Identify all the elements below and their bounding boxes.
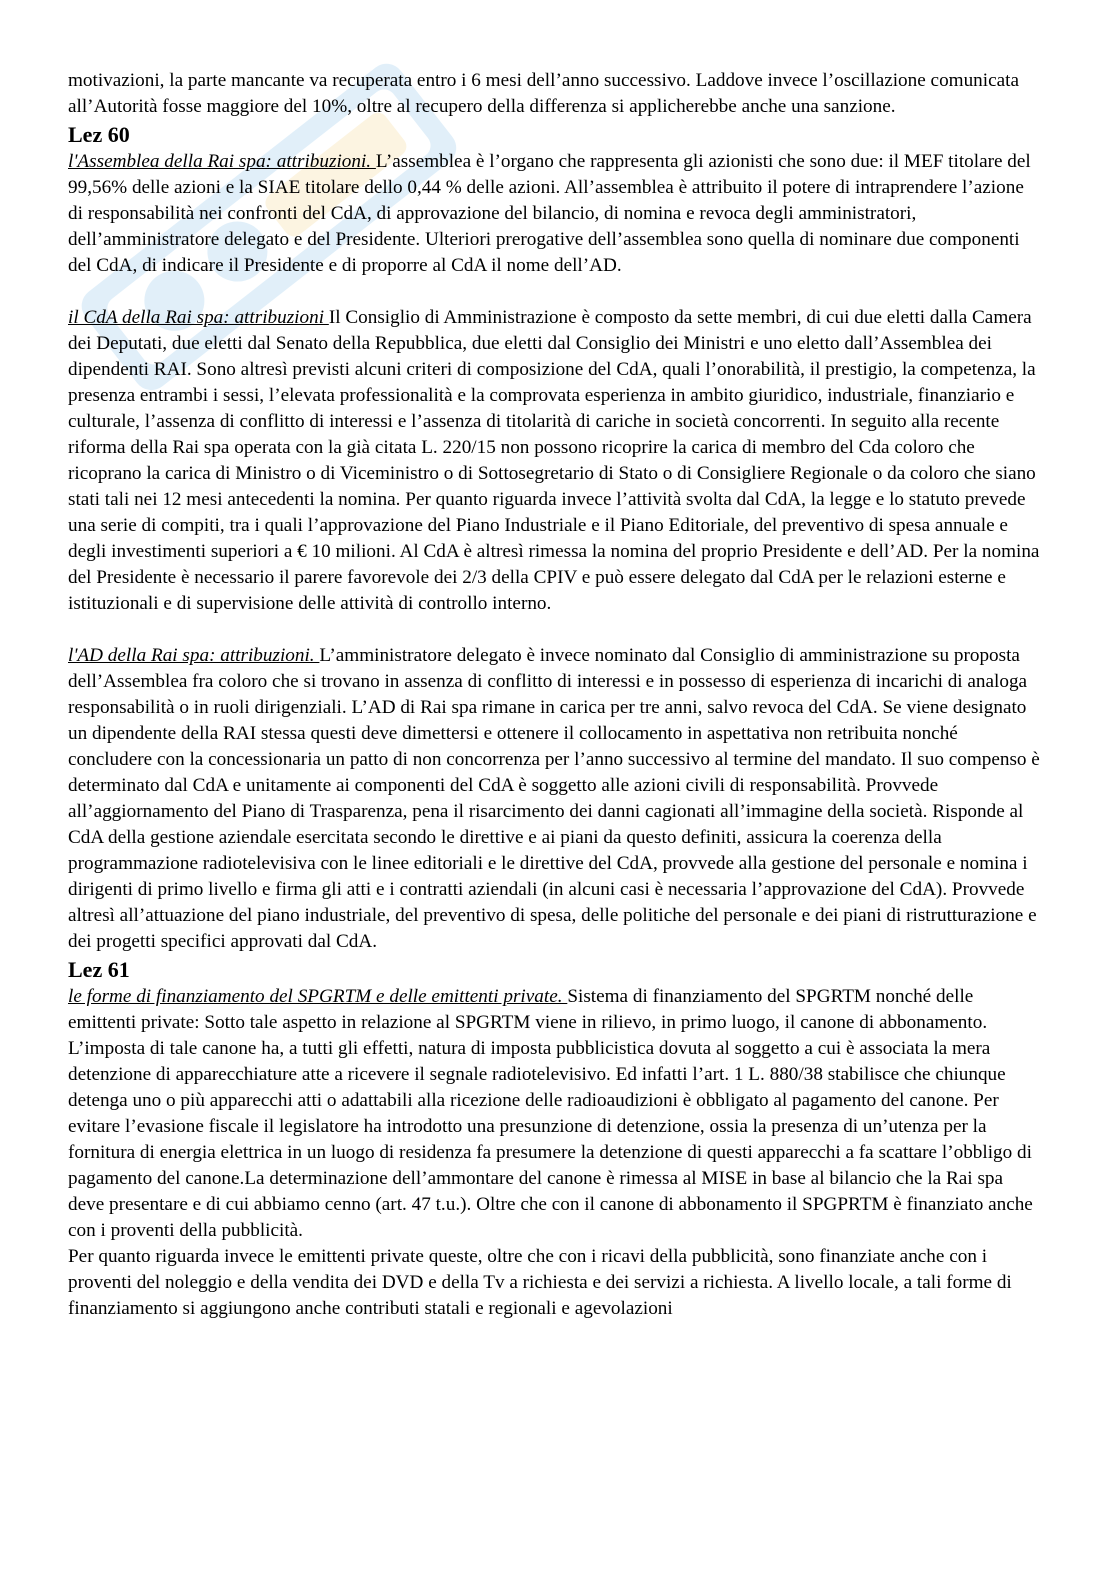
emittenti-private-paragraph: Per quanto riguarda invece le emittenti private queste, oltre che con i ricavi della pubblicità, sono finanziate anche con i proventi del noleggio e della vendita dei DVD e della Tv a richiesta e dei servizi a richiesta. A livello locale, a tali forme di finanziamento si aggiungono anche contributi statali e regionali e agevolazioni [68, 1246, 1012, 1319]
cda-title: il CdA della Rai spa: attribuzioni [68, 307, 329, 328]
assemblea-body: L’assemblea è l’organo che rappresenta gli azionisti che sono due: il MEF titolare del 99,56% delle azioni e la SIAE titolare dello 0,44 % delle azioni. All’assemblea è attribuito il potere di intraprendere l’azione di responsabilità nei confronti del CdA, di approvazione del bilancio, di nomina e revoca degli amministratori, dell’amministratore delegato e del Presidente. Ulteriori prerogative dell’assemblea sono quella di nominare due componenti del CdA, di indicare il Presidente e di proporre al CdA il nome dell’AD. [68, 151, 1031, 276]
ad-body: L’amministratore delegato è invece nominato dal Consiglio di amministrazione su proposta dell’Assemblea fra coloro che si trovano in assenza di conflitto di interessi e in possesso di esperienza di incarichi di analoga responsabilità o in ruoli dirigenziali. L’AD di Rai spa rimane in carica per tre anni, salvo revoca del CdA. Se viene designato un dipendente della RAI stessa questi deve dimettersi e ottenere il collocamento in aspettativa non retribuita nonché concludere con la concessionaria un patto di non concorrenza per l’anno successivo al termine del mandato. Il suo compenso è determinato dal CdA e unitamente ai componenti del CdA è soggetto alle azioni civili di responsabilità. Provvede all’aggiornamento del Piano di Trasparenza, pena il risarcimento dei danni cagionati all’immagine della società. Risponde al CdA della gestione aziendale esercitata secondo le direttive e ai piani da questo definiti, assicura la coerenza della programmazione radiotelevisiva con le linee editoriali e le direttive del CdA, provvede alla gestione del personale e nomina i dirigenti di primo livello e firma gli atti e i contratti aziendali (in alcuni casi è necessaria l’approvazione del CdA). Provvede altresì all’attuazione del piano industriale, del preventivo di spesa, delle politiche del personale e dei piani di ristrutturazione e dei progetti specifici approvati dal CdA. [68, 645, 1040, 952]
heading-lez-60: Lez 60 [68, 122, 130, 147]
spacer [68, 279, 1043, 305]
intro-paragraph: motivazioni, la parte mancante va recuperata entro i 6 mesi dell’anno successivo. Laddove invece l’oscillazione comunicata all’Autorità fosse maggiore del 10%, oltre al recupero della differenza si applicherebbe anche una sanzione. [68, 70, 1019, 117]
document-page [68, 68, 1043, 1322]
assemblea-title: l'Assemblea della Rai spa: attribuzioni. [68, 151, 376, 172]
cda-body: Il Consiglio di Amministrazione è composto da sette membri, di cui due eletti dalla Camera dei Deputati, due eletti dal Senato della Repubblica, due eletti dal Consiglio dei Ministri e uno eletto dall’Assemblea dei dipendenti RAI. Sono altresì previsti alcuni criteri di composizione del CdA, quali l’onorabilità, il prestigio, la competenza, la presenza entrambi i sessi, l’elevata professionalità e la comprovata esperienza in ambito giuridico, industriale, finanziario e culturale, l’assenza di conflitto di interessi e l’assenza di titolarità di cariche in società concorrenti. In seguito alla recente riforma della Rai spa operata con la già citata L. 220/15 non possono ricoprire la carica di membro del Cda coloro che ricoprano la carica di Ministro o di Viceministro o di Sottosegretario di Stato o di Consigliere Regionale o da coloro che siano stati tali nei 12 mesi antecedenti la nomina. Per quanto riguarda invece l’attività svolta dal CdA, la legge e lo statuto prevede una serie di compiti, tra i quali l’approvazione del Piano Industriale e il Piano Editoriale, del preventivo di spesa annuale e degli investimenti superiori a € 10 milioni. Al CdA è altresì rimessa la nomina del proprio Presidente e dell’AD. Per la nomina del Presidente è necessario il parere favorevole dei 2/3 della CPIV e può essere delegato dal CdA per le relazioni esterne e istituzionali e di supervisione delle attività di controllo interno. [68, 307, 1040, 614]
ad-paragraph [68, 643, 1043, 955]
finanziamento-paragraph [68, 984, 1043, 1244]
assemblea-paragraph [68, 149, 1043, 279]
finanziamento-title: le forme di finanziamento del SPGRTM e delle emittenti private. [68, 986, 568, 1007]
heading-lez-61: Lez 61 [68, 957, 130, 982]
ad-title: l'AD della Rai spa: attribuzioni. [68, 645, 320, 666]
cda-paragraph [68, 305, 1043, 617]
spacer [68, 617, 1043, 643]
finanziamento-body: Sistema di finanziamento del SPGRTM nonché delle emittenti private: Sotto tale aspetto in relazione al SPGRTM viene in rilievo, in primo luogo, il canone di abbonamento. L’imposta di tale canone ha, a tutti gli effetti, natura di imposta pubblicistica dovuta al soggetto a cui è associata la mera detenzione di apparecchiature atte a ricevere il segnale radiotelevisivo. Ed infatti l’art. 1 L. 880/38 stabilisce che chiunque detenga uno o più apparecchi atti o adattabili alla ricezione delle radioaudizioni è obbligato al pagamento del canone. Per evitare l’evasione fiscale il legislatore ha introdotto una presunzione di detenzione, ossia la presenza di un’utenza per la fornitura di energia elettrica in un luogo di residenza fa presumere la detenzione di questi apparecchi a fa scattare l’obbligo di pagamento del canone.La determinazione dell’ammontare del canone è rimessa al MISE in base al bilancio che la Rai spa deve presentare e di cui abbiamo cenno (art. 47 t.u.). Oltre che con il canone di abbonamento il SPGPRTM è finanziato anche con i proventi della pubblicità. [68, 986, 1033, 1241]
